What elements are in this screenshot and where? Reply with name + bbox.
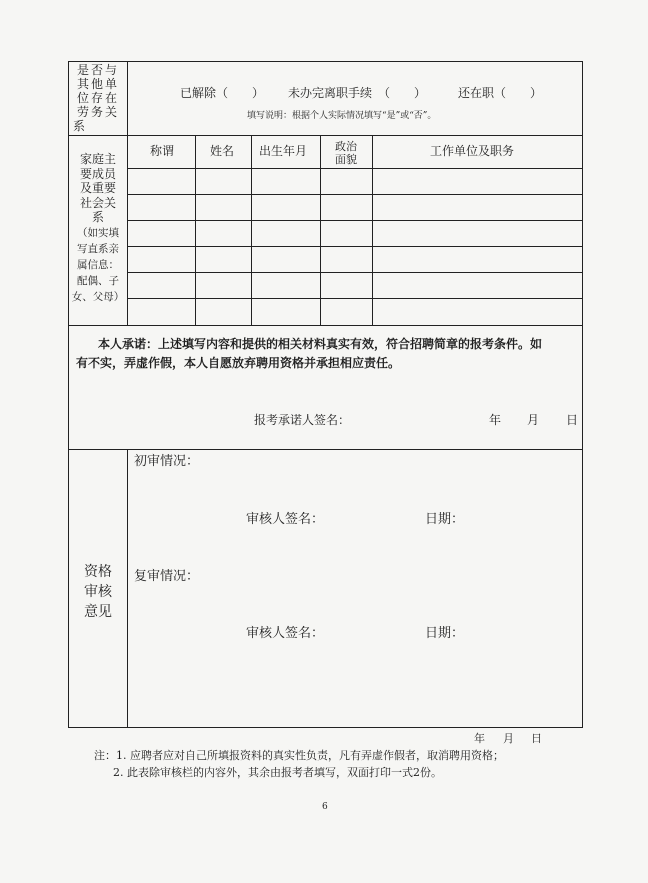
part-time-label <box>70 63 126 133</box>
header-birth: 出生年月 <box>259 144 308 158</box>
family-row-line-6 <box>127 298 583 299</box>
family-label-line-3: 及重要 <box>79 181 116 195</box>
page-number: 6 <box>322 802 328 812</box>
commitment-line-1: 本人承诺：上述填写内容和提供的相关材料真实有效，符合招聘简章的报考条件。如 <box>98 337 543 351</box>
option-still-employed[interactable]: 还在职（ ） <box>458 86 543 100</box>
commitment-signature-label: 报考承诺人签名： <box>254 413 351 427</box>
part-time-label-line-1: 是否与 <box>76 63 119 77</box>
review-label-line-3: 意见 <box>84 604 112 620</box>
table-bottom-border <box>68 727 583 728</box>
commitment-year: 年 <box>489 413 502 427</box>
footer-year: 年 <box>474 732 485 745</box>
family-note-line-3: 属信息： <box>77 258 119 271</box>
family-note-line-5: 女、父母） <box>71 290 125 303</box>
family-note-line-1: （如实填 <box>77 226 119 239</box>
option-dissolved[interactable]: 已解除（ ） <box>180 86 265 100</box>
table-top-border <box>68 61 583 62</box>
family-label-line-1: 家庭主 <box>79 152 116 166</box>
table-right-border <box>582 61 583 728</box>
initial-review-date: 日期： <box>425 512 465 527</box>
part-time-label-line-3: 位存在 <box>76 91 119 105</box>
family-row-line-5 <box>127 272 583 273</box>
family-row-line-4 <box>127 246 583 247</box>
footer-day: 日 <box>531 732 542 745</box>
family-row-line-3 <box>127 220 583 221</box>
section-divider-3 <box>68 449 583 450</box>
family-cell[interactable] <box>128 169 195 194</box>
family-label <box>70 152 126 305</box>
review-label-line-1: 资格 <box>84 564 112 580</box>
part-time-label-line-4: 劳务关 <box>76 105 119 119</box>
initial-review-field[interactable] <box>205 452 575 502</box>
option-no-resignation[interactable]: 未办完离职手续 （ ） <box>288 86 427 100</box>
family-label-line-2: 要成员 <box>79 166 116 181</box>
family-label-line-4: 社会关 <box>79 195 116 210</box>
commitment-line-2: 有不实，弄虚作假，本人自愿放弃聘用资格并承担相应责任。 <box>76 356 401 370</box>
commitment-day: 日 <box>566 413 579 427</box>
part-time-label-line-2: 其他单 <box>76 77 119 91</box>
initial-reviewer-signature: 审核人签名： <box>246 512 325 527</box>
label-column-divider-bottom <box>127 449 128 728</box>
family-row-line-2 <box>127 194 583 195</box>
table-left-border <box>68 61 69 728</box>
header-relation: 称谓 <box>150 144 175 158</box>
recheck-review-field[interactable] <box>205 566 575 616</box>
header-political: 政治面貌 <box>335 140 357 166</box>
family-cell[interactable] <box>321 169 372 194</box>
header-name: 姓名 <box>210 144 235 158</box>
family-cell[interactable] <box>252 169 320 194</box>
header-work: 工作单位及职务 <box>430 144 515 158</box>
initial-review-label: 初审情况： <box>134 454 200 469</box>
footer-month: 月 <box>503 732 514 745</box>
recheck-review-date: 日期： <box>425 626 465 641</box>
note-line-2: 2. 此表除审核栏的内容外，其余由报考者填写，双面打印一式2份。 <box>113 766 442 779</box>
review-label-line-2: 审核 <box>84 584 112 600</box>
part-time-instruction: 填写说明：根据个人实际情况填写“是”或“否”。 <box>247 111 437 121</box>
commitment-month: 月 <box>527 413 540 427</box>
family-cell[interactable] <box>373 169 582 194</box>
family-label-line-5: 系 <box>91 210 104 224</box>
commitment-signature-field[interactable] <box>352 410 472 428</box>
section-divider-2 <box>68 325 583 326</box>
note-line-1: 注：1. 应聘者应对自己所填报资料的真实性负责，凡有弄虚作假者，取消聘用资格； <box>94 749 504 762</box>
review-label <box>70 562 126 622</box>
family-note-line-4: 配偶、子 <box>77 274 119 287</box>
recheck-reviewer-signature: 审核人签名： <box>246 626 325 641</box>
section-divider-1 <box>68 135 583 136</box>
part-time-label-line-5: 系 <box>73 119 88 133</box>
family-note-line-2: 写直系亲 <box>77 242 119 255</box>
recheck-review-label: 复审情况： <box>134 569 200 584</box>
family-cell[interactable] <box>196 169 251 194</box>
